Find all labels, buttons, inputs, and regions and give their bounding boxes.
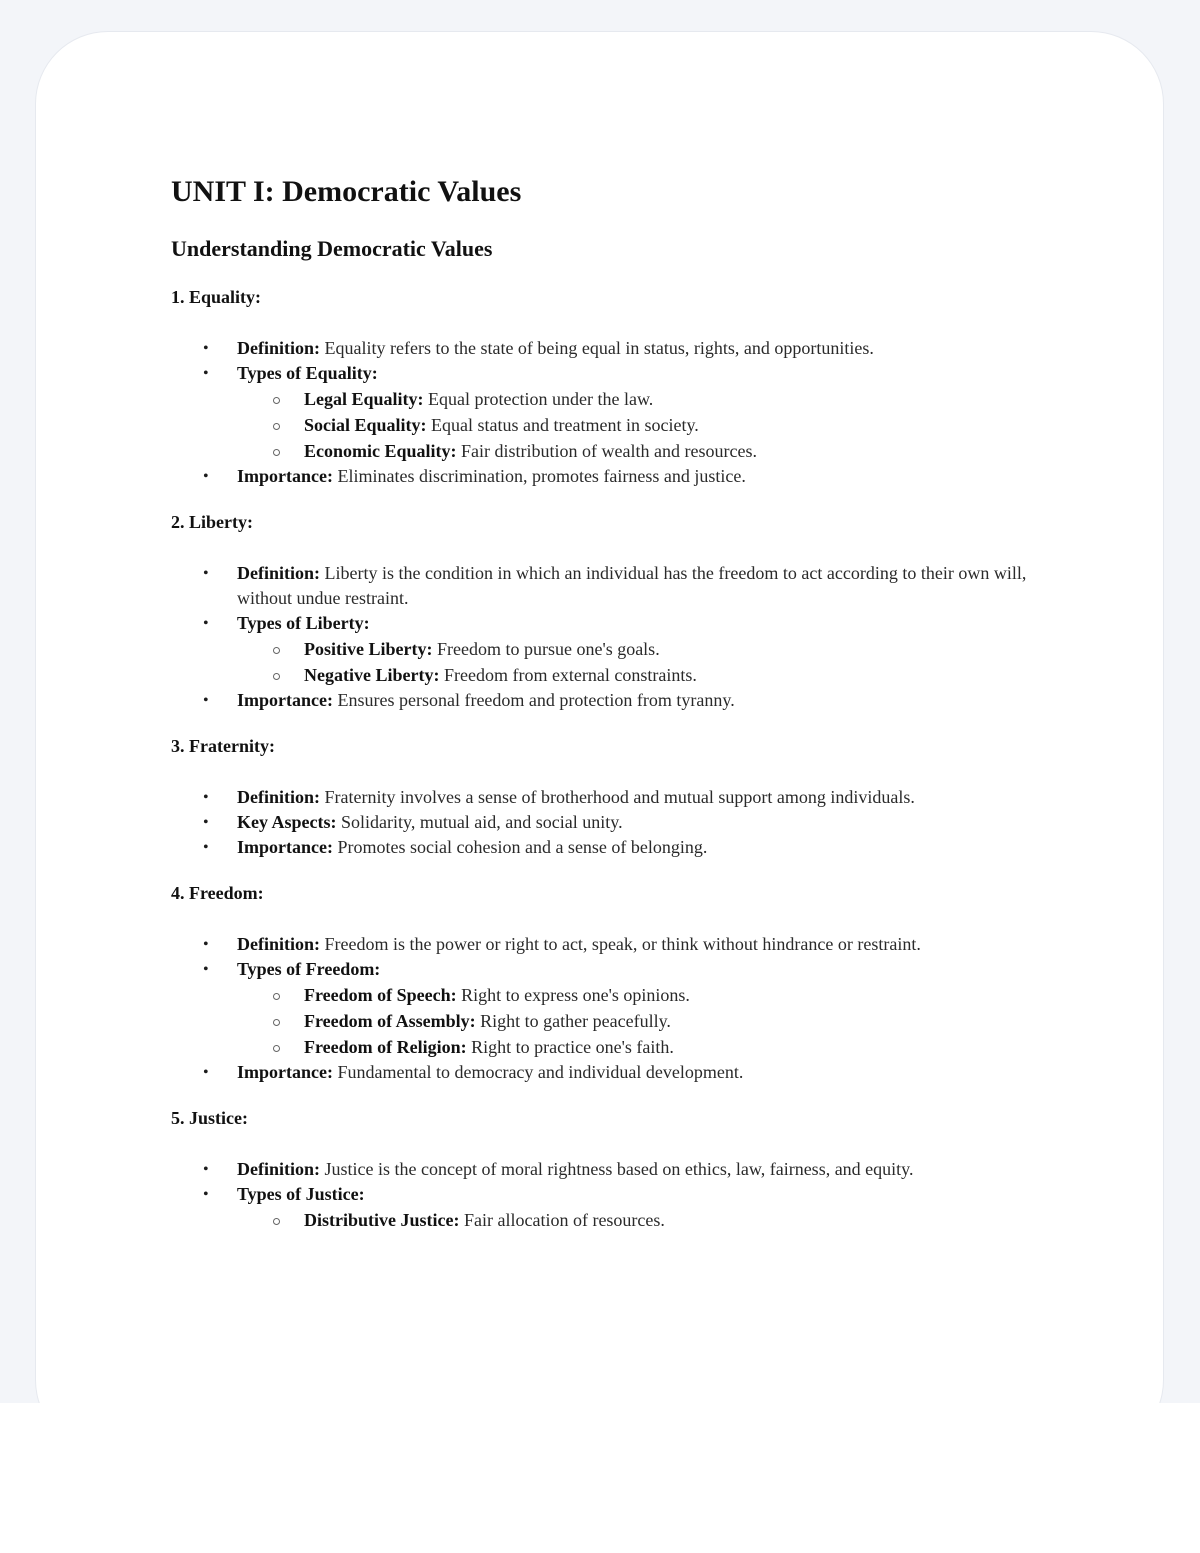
sub-bullet-list <box>237 982 1071 1060</box>
bullet-list <box>171 785 1071 860</box>
document-subtitle: Understanding Democratic Values <box>171 236 493 261</box>
section-heading: 5. Justice: <box>171 1108 248 1128</box>
item-label: Importance: <box>237 837 333 857</box>
bullet-list <box>171 336 1071 489</box>
item-text: Liberty is the condition in which an individual has the freedom to act according to their own will, without undue restraint. <box>237 563 1027 608</box>
sub-item-label: Negative Liberty: <box>304 665 440 685</box>
section-heading: 3. Fraternity: <box>171 736 275 756</box>
sub-item-label: Positive Liberty: <box>304 639 433 659</box>
sub-item-text: Right to express one's opinions. <box>456 985 690 1005</box>
section-3 <box>171 733 1071 860</box>
sub-list-item <box>304 1008 1071 1034</box>
section-5 <box>171 1105 1071 1233</box>
list-item <box>237 688 1071 713</box>
item-label: Types of Freedom: <box>237 959 381 979</box>
item-text: Equality refers to the state of being equal in status, rights, and opportunities. <box>320 338 874 358</box>
item-label: Types of Justice: <box>237 1184 365 1204</box>
item-text: Solidarity, mutual aid, and social unity. <box>336 812 623 832</box>
sub-item-label: Freedom of Speech: <box>304 985 457 1005</box>
sub-item-text: Equal protection under the law. <box>423 389 654 409</box>
list-item <box>237 835 1071 860</box>
section-heading: 1. Equality: <box>171 287 262 307</box>
list-item <box>237 1157 1071 1182</box>
list-item <box>237 336 1071 361</box>
sub-bullet-list <box>237 1207 1071 1233</box>
item-label: Definition: <box>237 1159 320 1179</box>
sub-bullet-list <box>237 636 1071 688</box>
item-text: Promotes social cohesion and a sense of belonging. <box>332 837 708 857</box>
sub-item-label: Economic Equality: <box>304 441 457 461</box>
sub-item-label: Social Equality: <box>304 415 427 435</box>
sub-list-item <box>304 982 1071 1008</box>
bullet-list <box>171 932 1071 1085</box>
section-heading: 4. Freedom: <box>171 883 264 903</box>
item-label: Importance: <box>237 466 333 486</box>
sub-item-label: Legal Equality: <box>304 389 424 409</box>
bullet-list <box>171 1157 1071 1233</box>
document-page <box>36 32 1163 1403</box>
section-2 <box>171 509 1071 713</box>
item-text: Fraternity involves a sense of brotherhood and mutual support among individuals. <box>320 787 915 807</box>
item-label: Types of Liberty: <box>237 613 370 633</box>
section-heading: 2. Liberty: <box>171 512 253 532</box>
item-label: Importance: <box>237 690 333 710</box>
item-text: Freedom is the power or right to act, speak, or think without hindrance or restraint. <box>320 934 921 954</box>
list-item <box>237 810 1071 835</box>
bullet-list <box>171 561 1071 713</box>
sub-item-label: Freedom of Assembly: <box>304 1011 476 1031</box>
sub-list-item <box>304 662 1071 688</box>
sub-item-text: Equal status and treatment in society. <box>426 415 699 435</box>
item-label: Definition: <box>237 934 320 954</box>
item-label: Importance: <box>237 1062 333 1082</box>
sections-container <box>171 284 1071 1233</box>
list-item <box>237 1182 1071 1233</box>
item-text: Fundamental to democracy and individual development. <box>332 1062 744 1082</box>
item-text: Eliminates discrimination, promotes fairness and justice. <box>332 466 746 486</box>
sub-item-text: Fair allocation of resources. <box>459 1210 665 1230</box>
list-item <box>237 611 1071 688</box>
sub-list-item <box>304 1034 1071 1060</box>
section-4 <box>171 880 1071 1085</box>
sub-list-item <box>304 386 1071 412</box>
item-label: Definition: <box>237 338 320 358</box>
page-content <box>171 172 1071 1233</box>
list-item <box>237 785 1071 810</box>
list-item <box>237 464 1071 489</box>
sub-item-text: Right to gather peacefully. <box>475 1011 671 1031</box>
section-1 <box>171 284 1071 489</box>
item-label: Definition: <box>237 787 320 807</box>
sub-item-label: Freedom of Religion: <box>304 1037 467 1057</box>
list-item <box>237 932 1071 957</box>
item-label: Key Aspects: <box>237 812 337 832</box>
item-label: Types of Equality: <box>237 363 378 383</box>
list-item <box>237 957 1071 1060</box>
sub-bullet-list <box>237 386 1071 464</box>
sub-list-item <box>304 636 1071 662</box>
document-title: UNIT I: Democratic Values <box>171 175 522 208</box>
sub-list-item <box>304 438 1071 464</box>
item-text: Ensures personal freedom and protection from tyranny. <box>332 690 735 710</box>
item-label: Definition: <box>237 563 320 583</box>
sub-list-item <box>304 1207 1071 1233</box>
sub-item-text: Freedom to pursue one's goals. <box>432 639 660 659</box>
list-item <box>237 361 1071 464</box>
sub-item-text: Right to practice one's faith. <box>466 1037 674 1057</box>
sub-item-label: Distributive Justice: <box>304 1210 460 1230</box>
sub-item-text: Fair distribution of wealth and resources. <box>456 441 757 461</box>
list-item <box>237 561 1071 611</box>
sub-list-item <box>304 412 1071 438</box>
item-text: Justice is the concept of moral rightness based on ethics, law, fairness, and equity. <box>320 1159 914 1179</box>
sub-item-text: Freedom from external constraints. <box>439 665 697 685</box>
list-item <box>237 1060 1071 1085</box>
